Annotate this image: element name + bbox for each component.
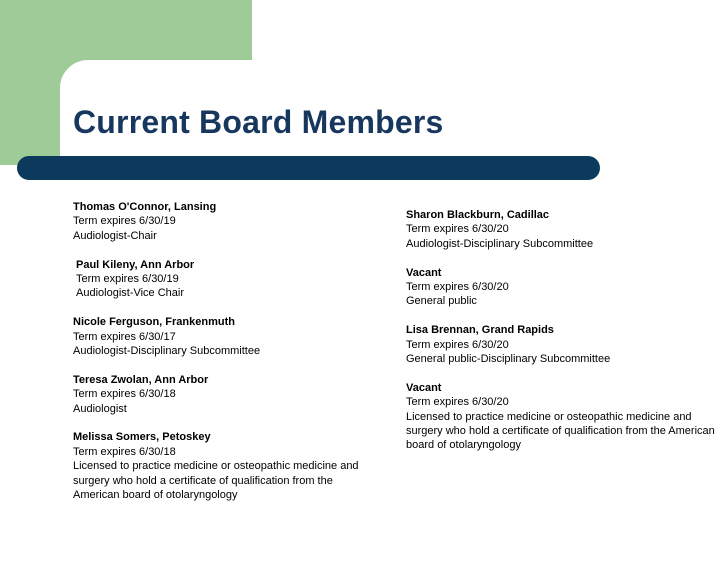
member-entry	[406, 266, 720, 309]
member-entry	[73, 315, 373, 358]
member-entry	[406, 381, 720, 453]
member-name: Melissa Somers, Petoskey	[73, 431, 211, 444]
member-name: Thomas O'Connor, Lansing	[73, 201, 217, 213]
member-name: Sharon Blackburn, Cadillac	[406, 209, 550, 221]
member-term: Term expires 6/30/20	[406, 281, 509, 294]
member-name: Teresa Zwolan, Ann Arbor	[73, 373, 209, 386]
member-entry	[73, 200, 373, 243]
member-entry	[406, 208, 720, 251]
member-name: Vacant	[406, 381, 442, 394]
member-term: Term expires 6/30/18	[73, 388, 176, 401]
right-member-column	[406, 208, 720, 467]
slide-title: Current Board Members	[73, 104, 444, 140]
member-name: Paul Kileny, Ann Arbor	[76, 258, 195, 271]
member-role: Audiologist-Chair	[73, 229, 157, 242]
member-entry	[73, 258, 373, 301]
left-member-column	[73, 200, 373, 517]
member-role: Audiologist-Vice Chair	[76, 287, 185, 300]
member-role: Audiologist-Disciplinary Subcommittee	[73, 345, 261, 358]
member-entry	[73, 430, 373, 502]
member-term: Term expires 6/30/17	[73, 330, 176, 343]
member-name: Lisa Brennan, Grand Rapids	[406, 324, 554, 337]
member-term: Term expires 6/30/20	[406, 223, 509, 236]
member-role: Audiologist	[73, 402, 127, 415]
member-role: General public	[406, 295, 477, 308]
member-term: Term expires 6/30/18	[73, 445, 176, 458]
member-role: General public-Disciplinary Subcommittee	[406, 353, 611, 366]
member-term: Term expires 6/30/20	[406, 396, 509, 409]
member-role: Licensed to practice medicine or osteopathic medicine and surgery who hold a certificate of qualification from the American board of otolaryngology	[406, 410, 715, 452]
member-entry	[406, 323, 720, 366]
member-term: Term expires 6/30/20	[406, 338, 509, 351]
member-role: Audiologist-Disciplinary Subcommittee	[406, 237, 594, 250]
member-name: Vacant	[406, 266, 442, 279]
member-name: Nicole Ferguson, Frankenmuth	[73, 316, 235, 329]
member-term: Term expires 6/30/19	[73, 215, 176, 228]
title-divider-bar	[17, 156, 600, 180]
member-entry	[73, 373, 373, 416]
member-term: Term expires 6/30/19	[76, 273, 179, 286]
member-role: Licensed to practice medicine or osteopathic medicine and surgery who hold a certificate of qualification from the American board of otolaryngology	[73, 460, 359, 502]
